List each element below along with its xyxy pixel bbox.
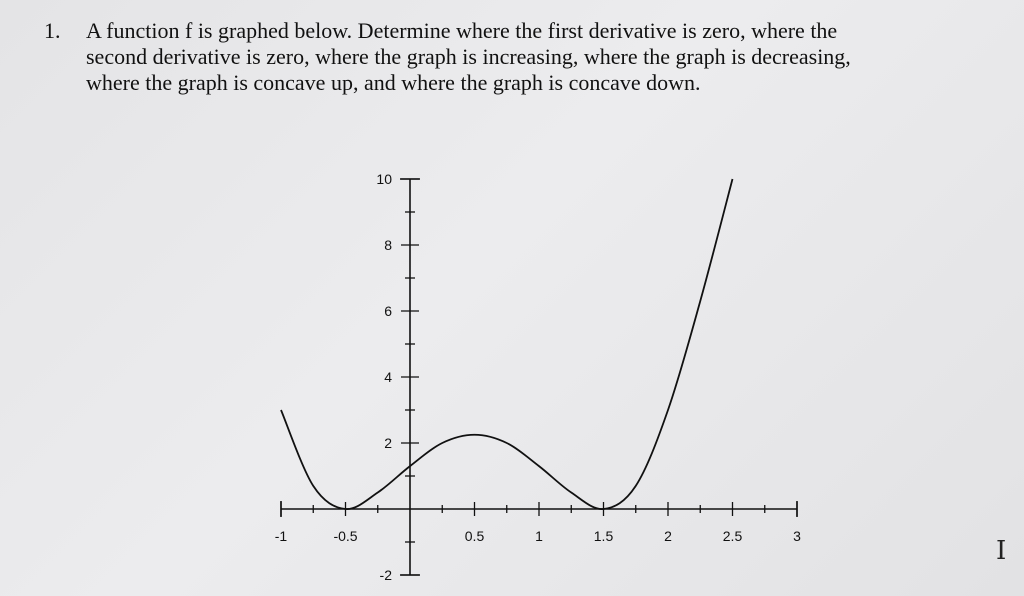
- question-line-2: second derivative is zero, where the graph is increasing, where the graph is decreasing,: [86, 44, 851, 69]
- x-tick-label: -0.5: [333, 528, 358, 544]
- y-tick-label: 10: [376, 171, 392, 187]
- question-line-3: where the graph is concave up, and where the graph is concave down.: [86, 70, 701, 95]
- x-tick-label: 3: [793, 528, 801, 544]
- y-tick-label: 4: [384, 369, 392, 385]
- x-tick-label: 2: [664, 528, 672, 544]
- question-number: 1.: [44, 18, 61, 43]
- x-tick-label: 0.5: [464, 528, 485, 544]
- x-tick-label: 1.5: [593, 528, 614, 544]
- y-tick-label: 8: [384, 237, 392, 253]
- question-line-1: A function f is graphed below. Determine where the first derivative is zero, where the: [86, 18, 838, 43]
- y-tick-label: -2: [379, 567, 392, 583]
- text-cursor-icon: I: [996, 536, 1007, 566]
- x-tick-label: 1: [535, 528, 543, 544]
- x-tick-label: -1: [274, 528, 288, 544]
- x-tick-label: 2.5: [722, 528, 743, 544]
- y-tick-label: 2: [384, 435, 392, 451]
- function-curve: [281, 179, 733, 509]
- y-tick-label: 6: [384, 303, 392, 319]
